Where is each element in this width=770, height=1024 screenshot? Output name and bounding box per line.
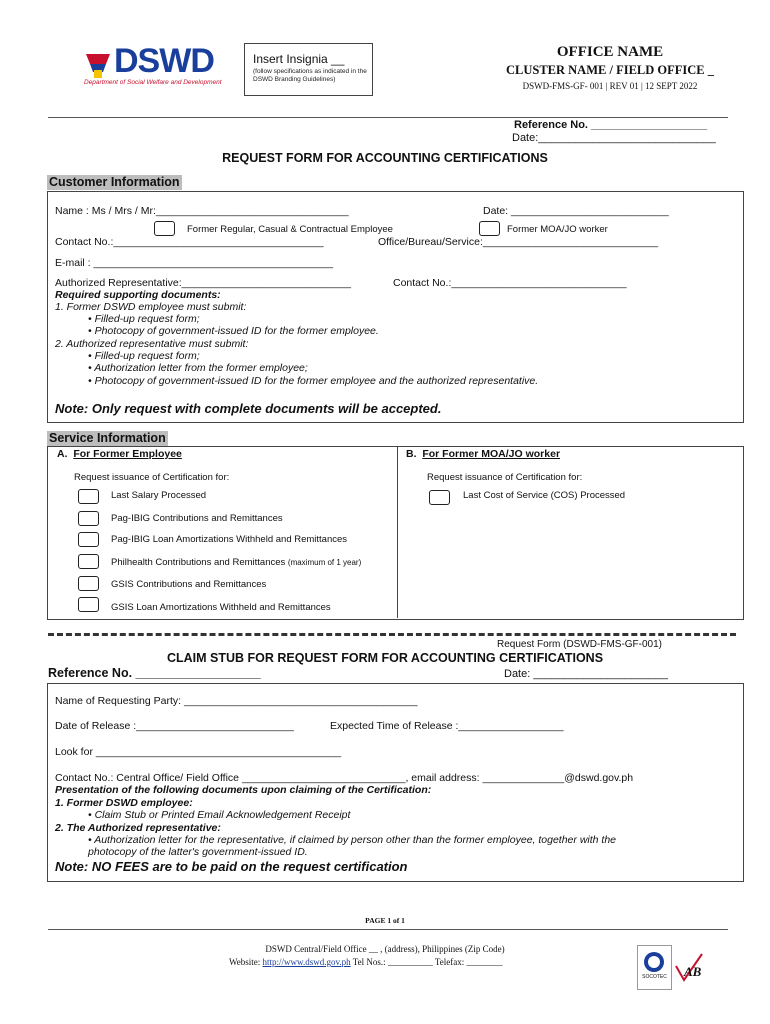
former-regular-checkbox[interactable] bbox=[154, 221, 175, 236]
cut-line bbox=[48, 633, 736, 636]
rep-submit-heading: 2. Authorized representative must submit: bbox=[55, 338, 249, 350]
stub-employee-item: • Claim Stub or Printed Email Acknowledgement Receipt bbox=[88, 809, 351, 821]
former-moa-label: Former MOA/JO worker bbox=[507, 224, 608, 235]
footer-divider bbox=[48, 929, 728, 930]
dswd-logo bbox=[84, 42, 234, 86]
pagibig-contrib-checkbox[interactable] bbox=[78, 511, 99, 526]
cluster-name: CLUSTER NAME / FIELD OFFICE _ bbox=[505, 63, 714, 77]
insignia-note: (follow specifications as indicated in the DSWD Branding Guidelines) bbox=[253, 68, 367, 83]
page-number: PAGE 1 of 1 bbox=[365, 916, 405, 925]
last-cos-label: Last Cost of Service (COS) Processed bbox=[463, 490, 626, 501]
office-header bbox=[470, 44, 750, 91]
form-title: REQUEST FORM FOR ACCOUNTING CERTIFICATIONS bbox=[222, 151, 548, 165]
certification-seal-icon bbox=[638, 946, 671, 989]
dswd-emblem-icon bbox=[84, 50, 112, 80]
release-date-field[interactable]: Date of Release :___________________________ bbox=[55, 720, 294, 732]
former-regular-label: Former Regular, Casual & Contractual Employee bbox=[187, 224, 393, 235]
complete-docs-note: Note: Only request with complete documents will be accepted. bbox=[55, 401, 442, 416]
service-column-divider bbox=[397, 446, 398, 618]
stub-rep-item: • Authorization letter for the representative, if claimed by person other than the former employee, together with the bbox=[88, 834, 616, 846]
former-moa-heading: B. For Former MOA/JO worker bbox=[406, 448, 561, 460]
pagibig-contrib-label: Pag-IBIG Contributions and Remittances bbox=[111, 513, 283, 524]
rep-doc-item: • Photocopy of government-issued ID for the former employee and the authorized representative. bbox=[88, 375, 539, 387]
gsis-loan-label: GSIS Loan Amortizations Withheld and Remittances bbox=[111, 602, 331, 613]
last-cos-checkbox[interactable] bbox=[429, 490, 450, 505]
email-field[interactable]: E-mail : _________________________________________ bbox=[55, 257, 333, 269]
look-for-field[interactable]: Look for __________________________________________ bbox=[55, 746, 342, 758]
presentation-heading: Presentation of the following documents upon claiming of the Certification: bbox=[55, 784, 432, 796]
stub-date-field[interactable]: Date: ______________________ bbox=[504, 668, 668, 680]
employee-doc-item: • Filled-up request form; bbox=[88, 313, 200, 325]
requesting-party-field[interactable]: Name of Requesting Party: ________________________________________ bbox=[55, 695, 418, 707]
employee-doc-item: • Photocopy of government-issued ID for the former employee. bbox=[88, 325, 379, 337]
required-docs-heading: Required supporting documents: bbox=[55, 289, 221, 301]
employee-submit-heading: 1. Former DSWD employee must submit: bbox=[55, 301, 247, 313]
reference-date-field[interactable]: Date:_____________________________ bbox=[512, 132, 716, 144]
badge-text: SOCOTEC bbox=[642, 974, 667, 980]
footer-contact-line: Website: http://www.dswd.gov.ph Tel Nos.: __________ Telefax: ________ bbox=[229, 957, 503, 967]
stub-rep-item-cont: photocopy of the latter's government-issued ID. bbox=[88, 846, 308, 858]
no-fees-note: Note: NO FEES are to be paid on the request certification bbox=[55, 859, 408, 874]
gsis-contrib-checkbox[interactable] bbox=[78, 576, 99, 591]
office-bureau-field[interactable]: Office/Bureau/Service:______________________________ bbox=[378, 236, 659, 248]
stub-contact-field[interactable]: Contact No.: Central Office/ Field Office ____________________________, email address: ______________@dswd.gov.ph bbox=[55, 772, 634, 784]
stub-rep-heading: 2. The Authorized representative: bbox=[55, 822, 221, 834]
certification-badge bbox=[637, 945, 672, 990]
philhealth-checkbox[interactable] bbox=[78, 554, 99, 569]
pagibig-loan-label: Pag-IBIG Loan Amortizations Withheld and Remittances bbox=[111, 534, 348, 545]
last-salary-label: Last Salary Processed bbox=[111, 490, 207, 501]
rep-doc-item: • Authorization letter from the former employee; bbox=[88, 362, 308, 374]
pagibig-loan-checkbox[interactable] bbox=[78, 532, 99, 547]
former-employee-heading: A. For Former Employee bbox=[57, 448, 182, 460]
service-section-title: Service Information bbox=[49, 431, 166, 445]
accreditation-badge bbox=[672, 952, 706, 988]
gsis-loan-checkbox[interactable] bbox=[78, 597, 99, 612]
customer-section-title: Customer Information bbox=[49, 175, 180, 189]
request-issuance-label-b: Request issuance of Certification for: bbox=[427, 472, 583, 483]
footer-address: DSWD Central/Field Office __ , (address), Philippines (Zip Code) bbox=[265, 944, 505, 954]
header-divider bbox=[48, 117, 728, 118]
date-field[interactable]: Date: ___________________________ bbox=[483, 205, 669, 217]
name-field[interactable]: Name : Ms / Mrs / Mr:_________________________________ bbox=[55, 205, 349, 217]
stub-form-label: Request Form (DSWD-FMS-GF-001) bbox=[497, 639, 663, 650]
claim-stub-title: CLAIM STUB FOR REQUEST FORM FOR ACCOUNTING CERTIFICATIONS bbox=[166, 651, 604, 665]
philhealth-label: Philhealth Contributions and Remittances (maximum of 1 year) bbox=[111, 557, 362, 568]
stub-reference-field[interactable]: Reference No. __________________ bbox=[48, 666, 261, 680]
logo-wordmark: DSWD bbox=[114, 42, 214, 80]
accreditation-text: AB bbox=[684, 964, 702, 979]
last-salary-checkbox[interactable] bbox=[78, 489, 99, 504]
rep-doc-item: • Filled-up request form; bbox=[88, 350, 200, 362]
insignia-placeholder bbox=[244, 43, 373, 96]
office-name: OFFICE NAME bbox=[556, 44, 664, 60]
authorized-rep-field[interactable]: Authorized Representative:_____________________________ bbox=[55, 277, 352, 289]
former-moa-checkbox[interactable] bbox=[479, 221, 500, 236]
document-code: DSWD-FMS-GF- 001 | REV 01 | 12 SEPT 2022 bbox=[522, 81, 698, 91]
insignia-title: Insert Insignia __ bbox=[253, 52, 345, 66]
logo-subtext: Department of Social Welfare and Development bbox=[84, 79, 222, 86]
stub-employee-heading: 1. Former DSWD employee: bbox=[55, 797, 193, 809]
release-time-field[interactable]: Expected Time of Release :__________________ bbox=[330, 720, 564, 732]
contact-no-field[interactable]: Contact No.:____________________________________ bbox=[55, 236, 324, 248]
reference-no-field[interactable]: Reference No. ___________________ bbox=[514, 119, 708, 131]
request-issuance-label-a: Request issuance of Certification for: bbox=[74, 472, 230, 483]
authorized-rep-contact-field[interactable]: Contact No.:______________________________ bbox=[393, 277, 627, 289]
website-link[interactable]: http://www.dswd.gov.ph bbox=[262, 957, 351, 967]
gsis-contrib-label: GSIS Contributions and Remittances bbox=[111, 579, 267, 590]
